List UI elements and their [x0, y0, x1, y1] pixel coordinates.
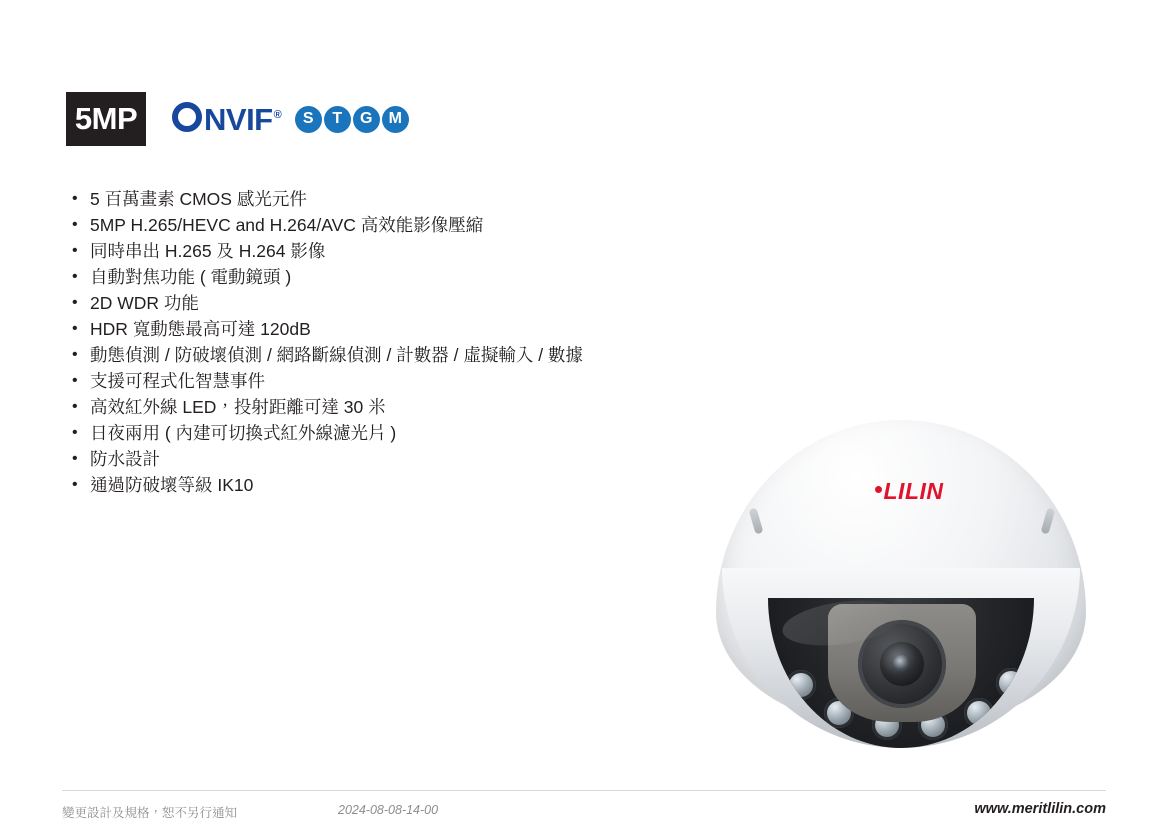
list-item: • 5 百萬畫素 CMOS 感光元件	[66, 186, 706, 212]
list-item: • 防水設計	[66, 446, 706, 472]
ir-led-icon	[786, 670, 816, 700]
list-item: • 高效紅外線 LED，投射距離可達 30 米	[66, 394, 706, 420]
feature-list	[66, 186, 706, 498]
list-item: • 5MP H.265/HEVC and H.264/AVC 高效能影像壓縮	[66, 212, 706, 238]
megapixel-badge: 5MP	[66, 92, 146, 146]
lens-inner-ring	[880, 642, 924, 686]
footer	[62, 803, 1106, 823]
onvif-profile-badges	[295, 106, 409, 133]
list-item: • 自動對焦功能 ( 電動鏡頭 )	[66, 264, 706, 290]
onvif-profile-t-badge: T	[324, 106, 351, 133]
product-image-dome-camera	[716, 420, 1086, 760]
footer-revision-code: 2024-08-08-14-00	[338, 803, 439, 817]
list-item: • HDR 寬動態最高可達 120dB	[66, 316, 706, 342]
onvif-lockup	[172, 102, 409, 138]
badge-row	[66, 92, 409, 146]
onvif-wordmark: NVIF	[204, 102, 273, 138]
lens-aperture	[893, 655, 911, 673]
list-item: • 同時串出 H.265 及 H.264 影像	[66, 238, 706, 264]
brand-logo-dot-icon	[875, 486, 882, 493]
dome-glass-bubble	[768, 598, 1034, 748]
footer-website-link[interactable]: www.meritlilin.com	[974, 801, 1106, 817]
brand-logo	[834, 478, 984, 505]
list-item: • 2D WDR 功能	[66, 290, 706, 316]
lens-assembly	[828, 604, 976, 722]
footer-disclaimer: 變更設計及規格，恕不另行通知	[62, 806, 238, 820]
onvif-logo	[172, 102, 282, 138]
registered-trademark-icon: ®	[273, 109, 282, 121]
list-item: • 通過防破壞等級 IK10	[66, 472, 706, 498]
list-item: • 動態偵測 / 防破壞偵測 / 網路斷線偵測 / 計數器 / 虛擬輸入 / 數據	[66, 342, 706, 368]
onvif-o-icon	[172, 102, 202, 132]
list-item: • 支援可程式化智慧事件	[66, 368, 706, 394]
ir-led-icon	[996, 668, 1026, 698]
list-item: • 日夜兩用 ( 內建可切換式紅外線濾光片 )	[66, 420, 706, 446]
footer-divider	[62, 790, 1106, 791]
onvif-profile-g-badge: G	[353, 106, 380, 133]
ir-led-icon	[964, 698, 994, 728]
brand-logo-text: LILIN	[883, 478, 944, 504]
onvif-profile-m-badge: M	[382, 106, 409, 133]
onvif-profile-s-badge: S	[295, 106, 322, 133]
lens-outer-ring	[858, 620, 946, 708]
